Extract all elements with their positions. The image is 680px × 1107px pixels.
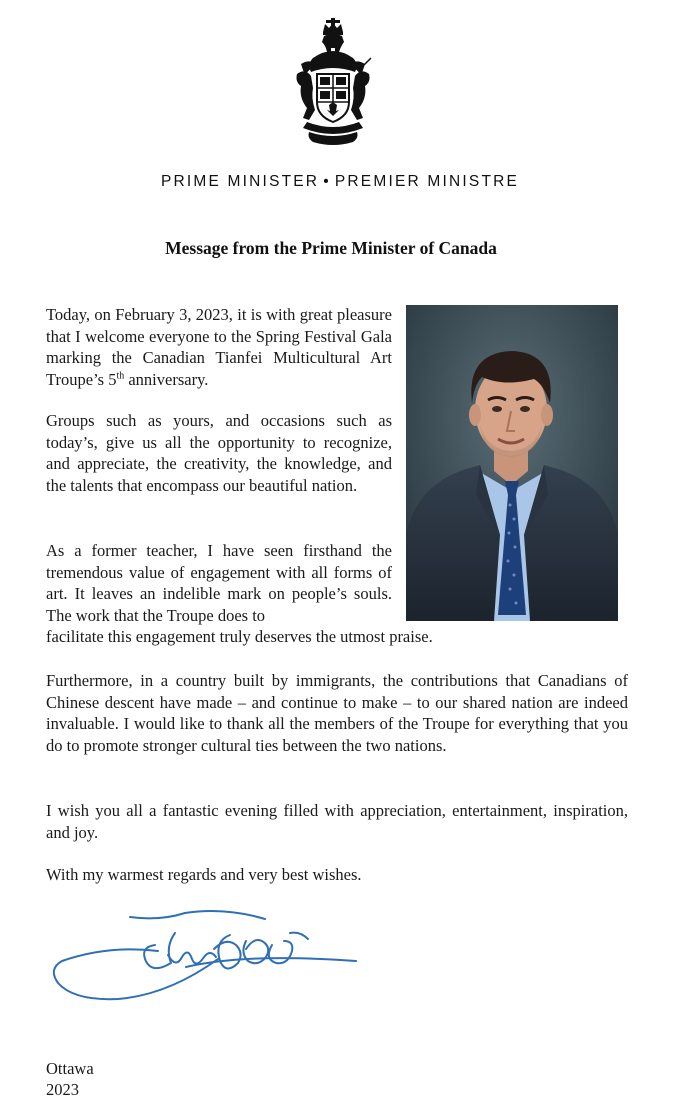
paragraph-immigrants: Furthermore, in a country built by immigrants, the contributions that Canadians of Chinese descent have made – and continue to make – to our shared nation are indeed invaluable. I would like to thank all the members of the Troupe for everything that you do to promote stronger cultural ties between the two nations. — [46, 671, 628, 755]
signature-icon — [50, 905, 370, 1010]
closing-block — [46, 1058, 94, 1100]
closing-place: Ottawa — [46, 1059, 94, 1078]
coat-of-arms-icon — [293, 18, 373, 146]
ordinal-suffix: th — [116, 370, 125, 381]
paragraph-welcome — [46, 304, 392, 390]
page-title: Message from the Prime Minister of Canada — [165, 238, 497, 258]
paragraph-regards: With my warmest regards and very best wishes. — [46, 865, 362, 884]
office-separator: • — [323, 173, 331, 190]
paragraph-wishes: I wish you all a fantastic evening filled with appreciation, entertainment, inspiration, and joy. — [46, 801, 628, 842]
paragraph-welcome-end: anniversary. — [124, 369, 209, 389]
office-title-english: PRIME MINISTER — [160, 173, 320, 190]
portrait-photo — [406, 305, 618, 621]
letterhead-office — [0, 173, 680, 191]
paragraph-teacher-end: facilitate this engagement truly deserves the utmost praise. — [46, 627, 433, 646]
closing-year: 2023 — [46, 1080, 79, 1099]
paragraph-welcome-text: Today, on February 3, 2023, it is with great pleasure that I welcome everyone to the Spring Festival Gala marking the Canadian Tianfei Multicultural Art Troupe’s 5 — [46, 305, 392, 389]
office-title-french: PREMIER MINISTRE — [334, 173, 520, 190]
paragraph-teacher: As a former teacher, I have seen firsthand the tremendous value of engagement with all forms of art. It leaves an indelible mark on people’s souls. The work that the Troupe does to — [46, 541, 392, 625]
paragraph-groups: Groups such as yours, and occasions such as today’s, give us all the opportunity to recognize, and appreciate, the creativity, the knowledge, and the talents that encompass our beautiful nation. — [46, 411, 392, 495]
